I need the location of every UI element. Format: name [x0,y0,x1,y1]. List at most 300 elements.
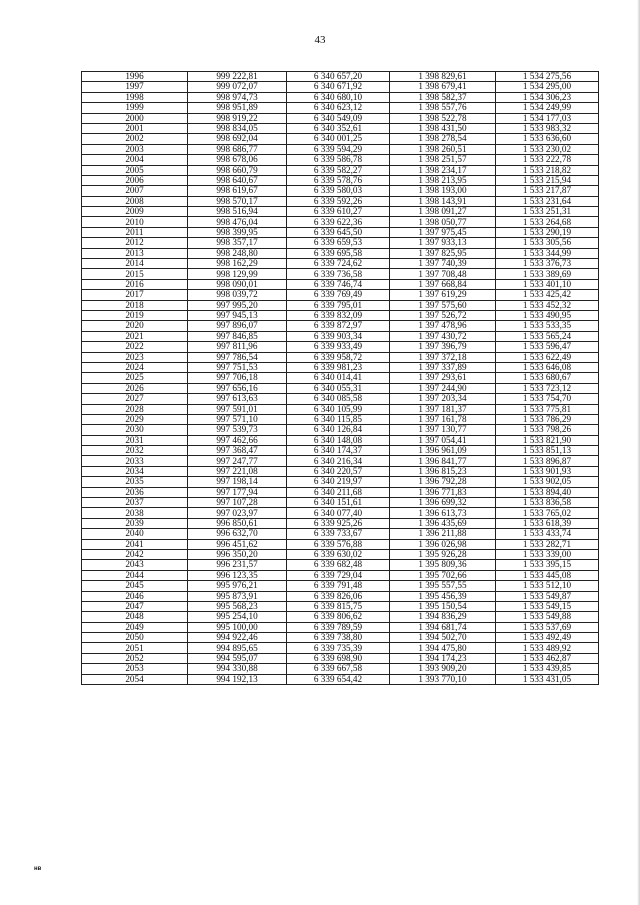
value-cell-1: 995 568,23 [188,601,287,611]
table-row [82,518,599,528]
value-cell-3: 1 398 522,78 [390,113,496,123]
value-cell-3: 1 397 619,29 [390,290,496,300]
value-cell-3: 1 393 770,10 [390,674,496,684]
value-cell-3: 1 396 613,73 [390,508,496,518]
table-row [82,591,599,601]
table-row [82,425,599,435]
table-row [82,207,599,217]
year-cell: 2027 [82,394,188,404]
value-cell-3: 1 398 679,41 [390,82,496,92]
value-cell-2: 6 339 594,29 [287,144,390,154]
value-cell-4: 1 534 275,56 [496,72,599,82]
value-cell-4: 1 533 215,94 [496,175,599,185]
year-cell: 2017 [82,290,188,300]
value-cell-1: 997 786,54 [188,352,287,362]
value-cell-2: 6 339 667,58 [287,664,390,674]
value-cell-3: 1 397 130,77 [390,425,496,435]
value-cell-3: 1 397 975,45 [390,227,496,237]
value-cell-1: 997 706,18 [188,373,287,383]
value-cell-2: 6 339 695,58 [287,248,390,258]
value-cell-2: 6 339 645,50 [287,227,390,237]
value-cell-4: 1 533 836,58 [496,498,599,508]
table-row [82,498,599,508]
value-cell-4: 1 533 786,29 [496,414,599,424]
year-cell: 2020 [82,321,188,331]
year-cell: 2010 [82,217,188,227]
value-cell-1: 997 846,85 [188,331,287,341]
table-row [82,352,599,362]
value-cell-2: 6 339 586,78 [287,155,390,165]
table-row [82,653,599,663]
table-row [82,259,599,269]
year-cell: 2040 [82,529,188,539]
year-cell: 2045 [82,581,188,591]
table-row [82,477,599,487]
value-cell-3: 1 398 582,37 [390,92,496,102]
table-row [82,310,599,320]
year-cell: 2051 [82,643,188,653]
value-cell-2: 6 339 738,80 [287,633,390,643]
year-cell: 2033 [82,456,188,466]
value-cell-2: 6 340 148,08 [287,435,390,445]
value-cell-4: 1 533 462,87 [496,653,599,663]
year-cell: 2025 [82,373,188,383]
year-cell: 2050 [82,633,188,643]
value-cell-2: 6 340 671,92 [287,82,390,92]
value-cell-3: 1 397 054,41 [390,435,496,445]
year-cell: 2029 [82,414,188,424]
value-cell-2: 6 339 806,62 [287,612,390,622]
year-cell: 2022 [82,342,188,352]
value-cell-1: 997 023,97 [188,508,287,518]
value-cell-1: 997 571,10 [188,414,287,424]
value-cell-2: 6 339 592,26 [287,196,390,206]
value-cell-2: 6 340 219,97 [287,477,390,487]
value-cell-2: 6 340 211,68 [287,487,390,497]
value-cell-1: 996 850,61 [188,518,287,528]
value-cell-3: 1 394 502,70 [390,633,496,643]
table-row [82,72,599,82]
value-cell-4: 1 533 902,05 [496,477,599,487]
year-cell: 2005 [82,165,188,175]
table-row [82,92,599,102]
year-cell: 2053 [82,664,188,674]
table-row [82,227,599,237]
value-cell-1: 996 632,70 [188,529,287,539]
table-row [82,290,599,300]
value-cell-1: 995 873,91 [188,591,287,601]
table-row [82,373,599,383]
value-cell-4: 1 533 723,12 [496,383,599,393]
value-cell-4: 1 533 622,49 [496,352,599,362]
value-cell-1: 997 368,47 [188,446,287,456]
value-cell-2: 6 339 729,04 [287,570,390,580]
table-row [82,508,599,518]
year-cell: 2013 [82,248,188,258]
value-cell-3: 1 397 161,78 [390,414,496,424]
table-row [82,82,599,92]
value-cell-4: 1 533 425,42 [496,290,599,300]
value-cell-4: 1 533 445,08 [496,570,599,580]
value-cell-1: 997 107,28 [188,498,287,508]
value-cell-1: 997 613,63 [188,394,287,404]
table-row [82,103,599,113]
value-cell-1: 997 591,01 [188,404,287,414]
value-cell-3: 1 394 475,80 [390,643,496,653]
year-cell: 2012 [82,238,188,248]
year-cell: 2019 [82,310,188,320]
table-row [82,186,599,196]
value-cell-3: 1 394 174,23 [390,653,496,663]
value-cell-3: 1 398 143,91 [390,196,496,206]
value-cell-4: 1 533 680,67 [496,373,599,383]
value-cell-1: 995 100,00 [188,622,287,632]
value-cell-4: 1 533 537,69 [496,622,599,632]
value-cell-2: 6 339 682,48 [287,560,390,570]
table-row [82,601,599,611]
value-cell-2: 6 339 933,49 [287,342,390,352]
value-cell-3: 1 395 150,54 [390,601,496,611]
year-cell: 2048 [82,612,188,622]
year-cell: 2014 [82,259,188,269]
year-cell: 2047 [82,601,188,611]
value-cell-4: 1 533 983,32 [496,123,599,133]
value-cell-2: 6 339 630,02 [287,549,390,559]
value-cell-1: 998 834,05 [188,123,287,133]
value-cell-2: 6 340 549,09 [287,113,390,123]
value-cell-3: 1 396 961,09 [390,446,496,456]
year-cell: 2043 [82,560,188,570]
year-cell: 2049 [82,622,188,632]
value-cell-2: 6 340 077,40 [287,508,390,518]
year-cell: 2036 [82,487,188,497]
value-cell-4: 1 533 492,49 [496,633,599,643]
year-cell: 2028 [82,404,188,414]
year-cell: 2002 [82,134,188,144]
value-cell-4: 1 533 490,95 [496,310,599,320]
table-row [82,570,599,580]
value-cell-2: 6 340 151,61 [287,498,390,508]
value-cell-4: 1 533 646,08 [496,362,599,372]
value-cell-1: 996 451,62 [188,539,287,549]
table-row [82,643,599,653]
value-cell-2: 6 339 815,75 [287,601,390,611]
value-cell-1: 997 995,20 [188,300,287,310]
value-cell-4: 1 533 218,82 [496,165,599,175]
table-row [82,664,599,674]
value-cell-3: 1 397 396,79 [390,342,496,352]
value-cell-2: 6 339 654,42 [287,674,390,684]
value-cell-4: 1 533 851,13 [496,446,599,456]
value-cell-2: 6 340 014,41 [287,373,390,383]
value-cell-3: 1 397 740,39 [390,259,496,269]
value-cell-4: 1 534 295,00 [496,82,599,92]
value-cell-3: 1 396 792,28 [390,477,496,487]
table-row [82,196,599,206]
value-cell-3: 1 397 203,34 [390,394,496,404]
value-cell-3: 1 398 260,51 [390,144,496,154]
table-row [82,362,599,372]
value-cell-2: 6 340 055,31 [287,383,390,393]
value-cell-4: 1 533 821,90 [496,435,599,445]
value-cell-4: 1 533 596,47 [496,342,599,352]
table-row [82,175,599,185]
value-cell-2: 6 340 216,34 [287,456,390,466]
value-cell-4: 1 533 305,56 [496,238,599,248]
value-cell-2: 6 339 925,26 [287,518,390,528]
year-cell: 2042 [82,549,188,559]
table-row [82,342,599,352]
page-number: 43 [314,34,326,46]
table-row [82,383,599,393]
table-row [82,529,599,539]
value-cell-3: 1 396 435,69 [390,518,496,528]
value-cell-3: 1 395 809,36 [390,560,496,570]
value-cell-4: 1 533 431,05 [496,674,599,684]
value-cell-3: 1 397 430,72 [390,331,496,341]
value-cell-4: 1 533 231,64 [496,196,599,206]
value-cell-1: 998 619,67 [188,186,287,196]
value-cell-4: 1 533 549,88 [496,612,599,622]
value-cell-3: 1 397 478,96 [390,321,496,331]
table-row [82,560,599,570]
year-cell: 2054 [82,674,188,684]
year-cell: 2001 [82,123,188,133]
value-cell-2: 6 340 623,12 [287,103,390,113]
value-cell-2: 6 339 791,48 [287,581,390,591]
value-cell-3: 1 397 337,89 [390,362,496,372]
table-row [82,165,599,175]
value-cell-4: 1 533 765,02 [496,508,599,518]
value-cell-3: 1 394 681,74 [390,622,496,632]
value-cell-3: 1 393 909,20 [390,664,496,674]
value-cell-3: 1 398 050,77 [390,217,496,227]
value-cell-2: 6 340 001,25 [287,134,390,144]
value-cell-3: 1 398 278,54 [390,134,496,144]
table-row [82,456,599,466]
year-cell: 2023 [82,352,188,362]
value-cell-4: 1 533 533,35 [496,321,599,331]
value-cell-2: 6 339 576,88 [287,539,390,549]
value-cell-4: 1 533 217,87 [496,186,599,196]
value-cell-3: 1 396 211,88 [390,529,496,539]
value-cell-3: 1 395 702,66 [390,570,496,580]
value-cell-1: 998 640,67 [188,175,287,185]
value-cell-1: 998 951,89 [188,103,287,113]
table-row [82,539,599,549]
year-cell: 2039 [82,518,188,528]
value-cell-2: 6 339 872,97 [287,321,390,331]
value-cell-2: 6 340 115,85 [287,414,390,424]
value-cell-3: 1 397 181,37 [390,404,496,414]
value-cell-1: 997 751,53 [188,362,287,372]
value-cell-1: 998 090,01 [188,279,287,289]
year-cell: 2008 [82,196,188,206]
year-cell: 1999 [82,103,188,113]
value-cell-2: 6 340 220,57 [287,466,390,476]
value-cell-4: 1 533 222,78 [496,155,599,165]
value-cell-2: 6 339 610,27 [287,207,390,217]
year-cell: 2011 [82,227,188,237]
value-cell-2: 6 339 795,01 [287,300,390,310]
value-cell-3: 1 397 526,72 [390,310,496,320]
value-cell-4: 1 534 306,23 [496,92,599,102]
year-cell: 2026 [82,383,188,393]
value-cell-4: 1 533 395,15 [496,560,599,570]
value-cell-3: 1 396 841,77 [390,456,496,466]
year-cell: 2004 [82,155,188,165]
value-cell-4: 1 533 339,00 [496,549,599,559]
table-row [82,446,599,456]
value-cell-2: 6 340 352,61 [287,123,390,133]
year-cell: 2037 [82,498,188,508]
value-cell-3: 1 396 815,23 [390,466,496,476]
year-cell: 2021 [82,331,188,341]
value-cell-3: 1 397 575,60 [390,300,496,310]
table-row [82,269,599,279]
table-row [82,622,599,632]
value-cell-1: 996 350,20 [188,549,287,559]
table-row [82,248,599,258]
value-cell-1: 994 192,13 [188,674,287,684]
value-cell-1: 997 221,08 [188,466,287,476]
value-cell-4: 1 533 251,31 [496,207,599,217]
year-cell: 2032 [82,446,188,456]
value-cell-2: 6 339 724,62 [287,259,390,269]
value-cell-3: 1 395 557,55 [390,581,496,591]
value-cell-3: 1 396 699,32 [390,498,496,508]
value-cell-1: 995 976,21 [188,581,287,591]
table-row [82,674,599,684]
value-cell-1: 998 692,04 [188,134,287,144]
value-cell-2: 6 339 736,58 [287,269,390,279]
table-row [82,144,599,154]
value-cell-2: 6 339 958,72 [287,352,390,362]
year-cell: 2041 [82,539,188,549]
value-cell-3: 1 398 091,27 [390,207,496,217]
value-cell-1: 998 399,95 [188,227,287,237]
value-cell-4: 1 533 376,73 [496,259,599,269]
value-cell-4: 1 533 489,92 [496,643,599,653]
value-cell-1: 998 039,72 [188,290,287,300]
value-cell-1: 998 919,22 [188,113,287,123]
value-cell-1: 997 539,73 [188,425,287,435]
value-cell-1: 997 945,13 [188,310,287,320]
value-cell-4: 1 534 249,99 [496,103,599,113]
value-cell-2: 6 339 832,09 [287,310,390,320]
value-cell-1: 998 974,73 [188,92,287,102]
year-cell: 1996 [82,72,188,82]
value-cell-1: 997 462,66 [188,435,287,445]
value-cell-1: 997 198,14 [188,477,287,487]
table-row [82,466,599,476]
value-cell-3: 1 397 244,90 [390,383,496,393]
table-row [82,549,599,559]
value-cell-4: 1 533 896,87 [496,456,599,466]
value-cell-4: 1 533 290,19 [496,227,599,237]
year-cell: 2052 [82,653,188,663]
value-cell-3: 1 397 708,48 [390,269,496,279]
value-cell-3: 1 396 026,98 [390,539,496,549]
value-cell-3: 1 397 293,61 [390,373,496,383]
value-cell-1: 996 231,57 [188,560,287,570]
value-cell-1: 997 247,77 [188,456,287,466]
value-cell-2: 6 340 105,99 [287,404,390,414]
table-body [82,72,599,685]
value-cell-1: 999 222,81 [188,72,287,82]
value-cell-3: 1 397 933,13 [390,238,496,248]
value-cell-3: 1 395 926,28 [390,549,496,559]
year-cell: 2007 [82,186,188,196]
value-cell-4: 1 533 401,10 [496,279,599,289]
value-cell-1: 998 357,17 [188,238,287,248]
value-cell-4: 1 533 433,74 [496,529,599,539]
value-cell-2: 6 339 659,53 [287,238,390,248]
value-cell-1: 997 811,96 [188,342,287,352]
footer-mark: нв [34,866,42,872]
table-row [82,123,599,133]
value-cell-4: 1 533 282,71 [496,539,599,549]
value-cell-1: 997 896,07 [188,321,287,331]
value-cell-3: 1 397 372,18 [390,352,496,362]
value-cell-4: 1 533 439,85 [496,664,599,674]
value-cell-1: 998 570,17 [188,196,287,206]
year-cell: 1997 [82,82,188,92]
table-row [82,404,599,414]
value-cell-1: 994 595,07 [188,653,287,663]
year-cell: 2000 [82,113,188,123]
value-cell-1: 994 330,88 [188,664,287,674]
value-cell-2: 6 339 746,74 [287,279,390,289]
year-cell: 2034 [82,466,188,476]
value-cell-4: 1 533 798,26 [496,425,599,435]
value-cell-1: 997 177,94 [188,487,287,497]
value-cell-4: 1 533 264,68 [496,217,599,227]
value-cell-1: 998 162,29 [188,259,287,269]
value-cell-3: 1 398 193,00 [390,186,496,196]
value-cell-4: 1 533 775,81 [496,404,599,414]
year-cell: 2046 [82,591,188,601]
value-cell-4: 1 533 618,39 [496,518,599,528]
value-cell-3: 1 398 829,61 [390,72,496,82]
year-cell: 2035 [82,477,188,487]
value-cell-1: 997 656,16 [188,383,287,393]
value-cell-2: 6 339 735,39 [287,643,390,653]
value-cell-3: 1 394 836,29 [390,612,496,622]
table-row [82,435,599,445]
table-row [82,394,599,404]
year-cell: 2015 [82,269,188,279]
value-cell-1: 998 516,94 [188,207,287,217]
value-cell-1: 998 248,80 [188,248,287,258]
value-cell-4: 1 533 344,99 [496,248,599,258]
value-cell-2: 6 339 698,90 [287,653,390,663]
table-row [82,331,599,341]
value-cell-1: 998 686,77 [188,144,287,154]
value-cell-3: 1 396 771,83 [390,487,496,497]
value-cell-2: 6 339 769,49 [287,290,390,300]
table-row [82,414,599,424]
value-cell-2: 6 339 622,36 [287,217,390,227]
year-cell: 2009 [82,207,188,217]
year-cell: 2024 [82,362,188,372]
table-row [82,217,599,227]
value-cell-2: 6 339 578,76 [287,175,390,185]
table-row [82,155,599,165]
table-row [82,300,599,310]
data-table [81,71,599,685]
value-cell-2: 6 340 085,58 [287,394,390,404]
